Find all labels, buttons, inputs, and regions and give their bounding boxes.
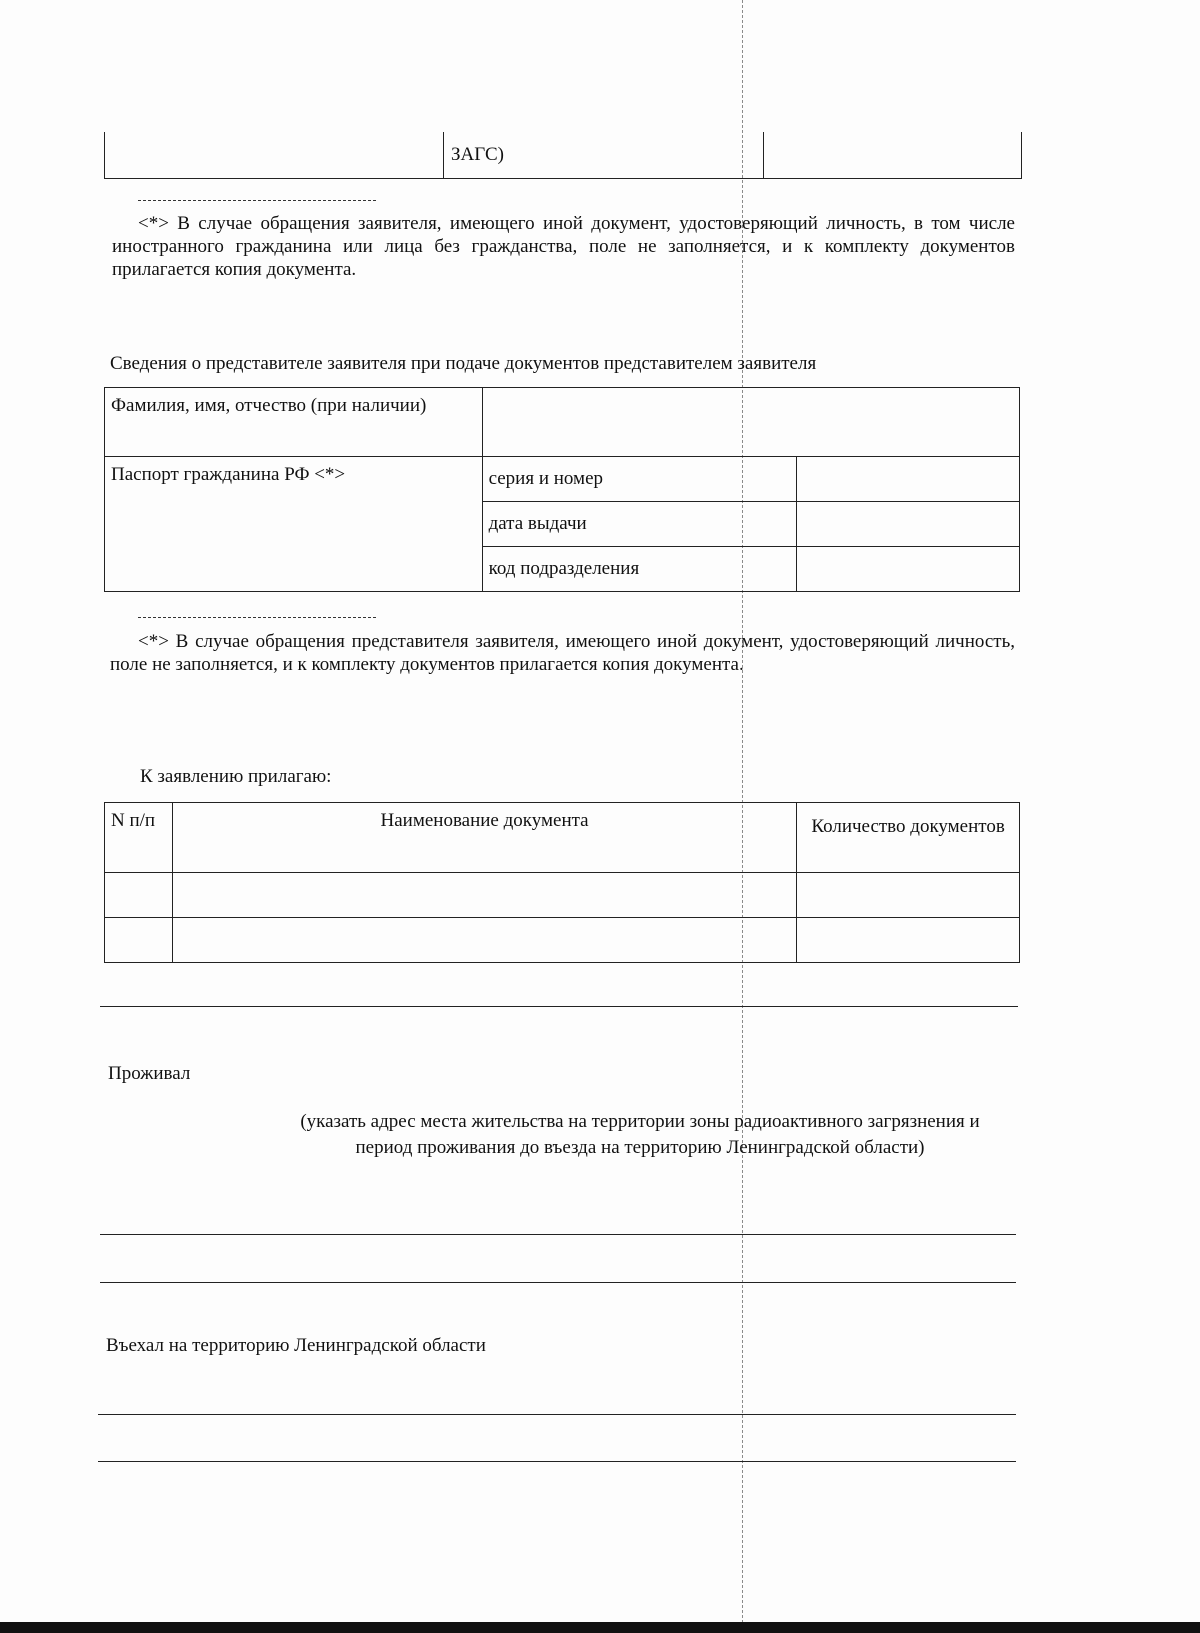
row-2-count-cell[interactable]: [797, 918, 1020, 963]
col-num-label: N п/п: [111, 810, 156, 831]
col-name-label: Наименование документа: [380, 810, 589, 831]
row-1-num-cell[interactable]: [105, 873, 173, 918]
row-2-num-cell[interactable]: [105, 918, 173, 963]
scan-edge-bar: [0, 1622, 1200, 1633]
division-code-label-cell: [482, 547, 797, 592]
series-label: серия и номер: [488, 468, 604, 489]
row-1-name-cell[interactable]: [172, 873, 796, 918]
series-input-cell[interactable]: [797, 457, 1020, 502]
footnote-2-text: [110, 630, 1015, 676]
passport-label-cell: [105, 457, 483, 592]
footnote-separator-2: [138, 617, 376, 618]
residence-fill-line-1[interactable]: [100, 1234, 1016, 1235]
issue-date-label-cell: [482, 502, 797, 547]
division-code-input-cell[interactable]: [797, 547, 1020, 592]
issue-date-label: дата выдачи: [488, 513, 587, 534]
col-name-header: [172, 803, 796, 873]
col-num-header: [105, 803, 173, 873]
entry-fill-line-1[interactable]: [98, 1414, 1016, 1415]
row-1-count-cell[interactable]: [797, 873, 1020, 918]
residence-hint: (указать адрес места жительства на территории зоны радиоактивного загрязнения и период проживания до въезда на территорию Ленинградской области): [300, 1111, 980, 1158]
footnote-1-text: [112, 212, 1015, 281]
table-row: [105, 873, 1020, 918]
col-count-header: [797, 803, 1020, 873]
top-table-fragment: [104, 132, 1022, 179]
residence-label: Проживал: [108, 1063, 191, 1084]
attachments-heading: К заявлению прилагаю:: [140, 766, 332, 787]
full-name-label-cell: [105, 388, 483, 457]
top-table-cell-text: ЗАГС): [451, 144, 504, 165]
full-name-label: Фамилия, имя, отчество (при наличии): [111, 395, 427, 416]
row-2-name-cell[interactable]: [172, 918, 796, 963]
top-table-divider-1: [443, 132, 444, 178]
attachments-table: [104, 802, 1020, 963]
residence-fill-line-2[interactable]: [100, 1282, 1016, 1283]
full-name-input-cell[interactable]: [482, 388, 1019, 457]
representative-heading: Сведения о представителе заявителя при подаче документов представителем заявителя: [110, 353, 817, 374]
issue-date-input-cell[interactable]: [797, 502, 1020, 547]
footnote-separator-1: [138, 200, 376, 201]
footnote-1-content: <*> В случае обращения заявителя, имеющего иной документ, удостоверяющий личность, в том числе иностранного гражданина или лица без гражданства, поле не заполняется, и к комплекту документов прилагается копия документа.: [112, 213, 1015, 280]
table-row: [105, 918, 1020, 963]
representative-table: [104, 387, 1020, 592]
division-code-label: код подразделения: [488, 558, 640, 579]
passport-label: Паспорт гражданина РФ <*>: [111, 464, 346, 485]
col-count-label: Количество документов: [811, 816, 1005, 837]
entry-label: Въехал на территорию Ленинградской области: [106, 1335, 486, 1356]
top-table-divider-2: [763, 132, 764, 178]
footnote-2-content: <*> В случае обращения представителя заявителя, имеющего иной документ, удостоверяющий личность, поле не заполняется, и к комплекту документов прилагается копия документа.: [110, 631, 1015, 675]
entry-fill-line-2[interactable]: [98, 1461, 1016, 1462]
series-label-cell: [482, 457, 797, 502]
fill-line-1[interactable]: [100, 1006, 1018, 1007]
